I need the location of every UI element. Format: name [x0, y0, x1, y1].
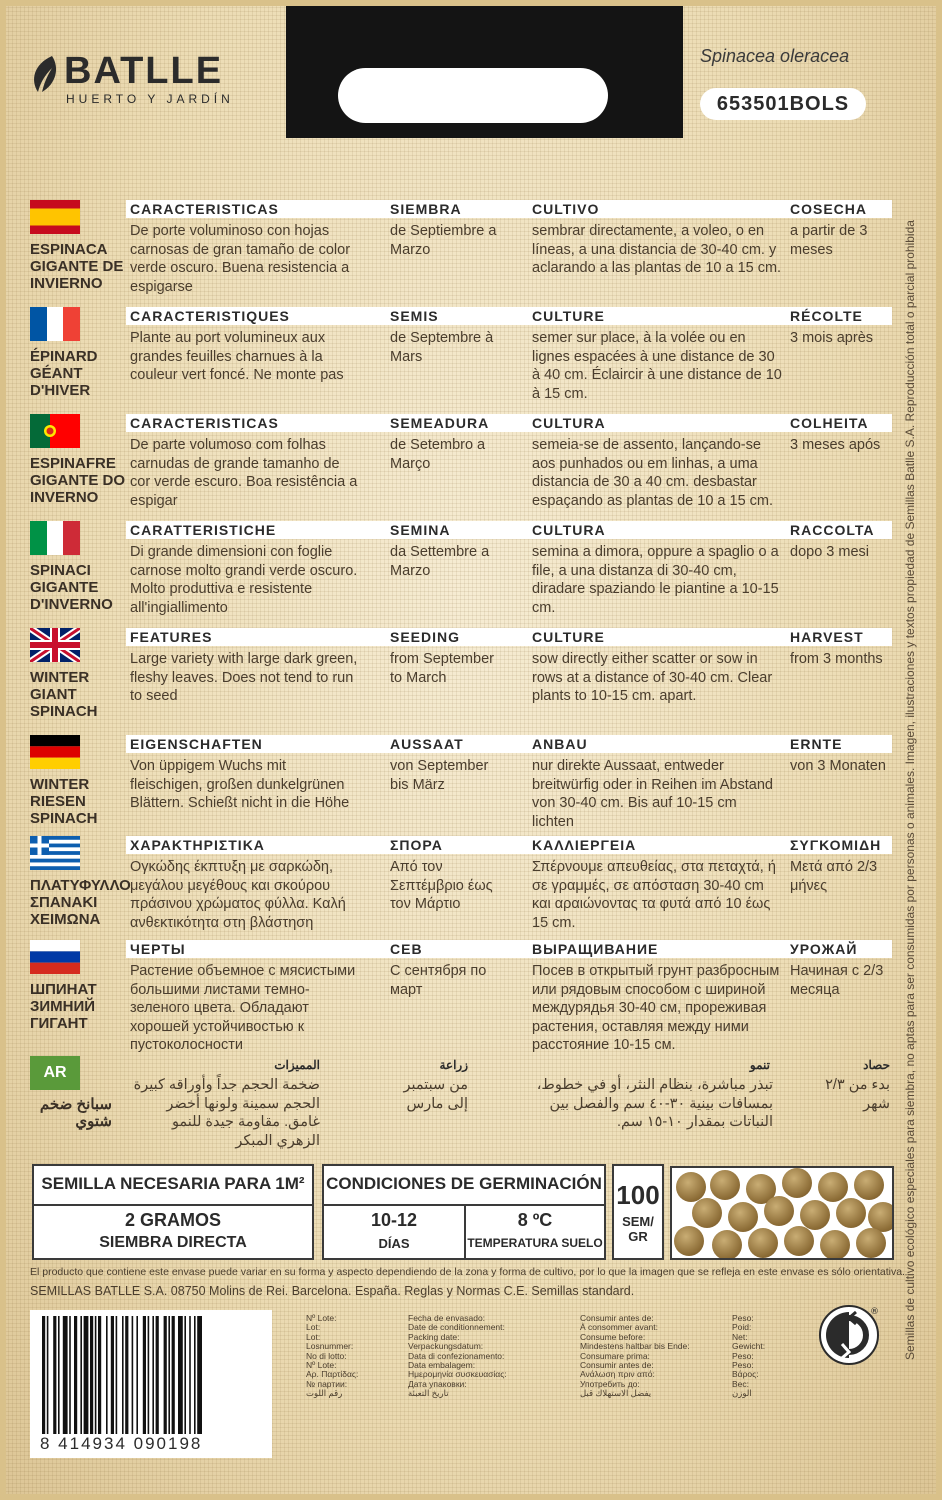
batch-info-label: Lot:	[306, 1331, 321, 1342]
arabic-variety: سبانخ ضخم شتوي	[39, 1096, 112, 1130]
seed	[782, 1168, 812, 1198]
seed	[710, 1170, 740, 1200]
culture-text: Σπέρνουμε απευθείας, στα πεταχτά, ή σε γραμμές, σε απόσταση 30-40 cm και αραιώνοντας τα φυτά από 10 έως 15 cm.	[532, 859, 776, 931]
sowing-text: de Septiembre a Marzo	[390, 223, 497, 258]
arabic-sowing-heading: زراعة	[439, 1058, 468, 1072]
variety-name: WINTER RIESEN SPINACH	[30, 776, 98, 827]
language-row-it	[30, 521, 892, 621]
features-heading: CARACTERISTIQUES	[130, 308, 290, 324]
barcode-bar	[122, 1316, 124, 1434]
culture-heading: ВЫРАЩИВАНИЕ	[532, 941, 659, 957]
batch-info-label: Вес:	[732, 1378, 750, 1389]
features-text: Ογκώδης έκπτυξη με σαρκώδη, μεγάλου μεγέθους και σκούρου πράσινου χρώματος φύλλα. Καλή ανθεκτικότητα στη βλάστηση	[130, 859, 346, 931]
batch-info-label: Poid:	[732, 1322, 752, 1333]
seed	[712, 1230, 742, 1260]
batch-info-label: Data embalagem:	[408, 1360, 476, 1371]
flag-ru-icon	[30, 940, 80, 974]
features-text: Di grande dimensioni con foglie carnose molto grandi verde oscuro. Molto produttiva e resistente all'ingiallimento	[130, 544, 358, 616]
features-heading: ЧЕРТЫ	[130, 941, 186, 957]
features-text: De parte volumoso com folhas carnudas de grande tamanho de cor verde escuro. Boa resistência a espigar	[130, 437, 358, 509]
barcode-bar	[53, 1316, 56, 1434]
variety-name: ESPINACA GIGANTE DE INVIERNO	[30, 241, 124, 292]
sowing-heading: SEMINA	[390, 522, 451, 538]
seeds-photo	[670, 1166, 894, 1260]
arabic-features: ضخمة الحجم جداً وأوراقه كبيرة الحجم سمينة ولونها أخضر غامق. مقاومة جيدة للنمو الزهري المبكر	[133, 1077, 320, 1149]
culture-text: sow directly either scatter or sow in rows at a distance of 30-40 cm. Clear plants to 10-15 cm. apart.	[532, 651, 773, 704]
flag-de-icon	[30, 735, 80, 769]
seed	[674, 1226, 704, 1256]
harvest-text: Начиная с 2/3 месяца	[790, 963, 884, 998]
barcode-bar	[111, 1316, 114, 1434]
language-row-gb	[30, 628, 892, 728]
barcode-bar	[69, 1316, 71, 1434]
seed	[818, 1172, 848, 1202]
features-heading: CARATTERISTICHE	[130, 522, 277, 538]
barcode-bar	[132, 1316, 134, 1434]
features-text: Растение объемное с мясистыми большими листами темно-зеленого цвета. Обладают хорошей устойчивостью к пустоколосности	[130, 963, 356, 1053]
heading-bar	[126, 940, 892, 958]
batch-info-label: Data di confezionamento:	[408, 1350, 505, 1361]
harvest-text: 3 mois après	[790, 330, 874, 346]
arabic-row	[30, 1056, 892, 1149]
batch-info-label: Fecha de envasado:	[408, 1313, 486, 1323]
sowing-heading: AUSSAAT	[390, 736, 464, 752]
batch-info-label: Mindestens haltbar bis Ende:	[580, 1341, 690, 1352]
seed	[764, 1196, 794, 1226]
germination-days: 10-12	[370, 1210, 418, 1230]
culture-text: semina a dimora, oppure a spaglio o a file, a una distanza di 30-40 cm, diradare spaziando le piantine a 10-15 cm.	[532, 544, 779, 616]
harvest-text: 3 meses após	[790, 437, 881, 453]
product-code: 653501BOLS	[700, 88, 866, 120]
sowing-heading: SEMEADURA	[390, 415, 490, 431]
germination-temp: 8 ºC	[517, 1210, 553, 1230]
sowing-text: de Septembre à Mars	[390, 330, 494, 365]
batch-info-label: Ημερομηνία συσκευασίας:	[408, 1369, 507, 1380]
language-row-fr	[30, 307, 892, 407]
hanger-hole	[338, 68, 608, 123]
batch-info-label: Consumir antes de:	[580, 1313, 654, 1323]
culture-heading: CULTURE	[532, 629, 605, 645]
culture-text: semer sur place, à la volée ou en lignes espacées à une distance de 30 à 40 cm. Éclaircir à une distance de 10 à 15 cm.	[532, 330, 782, 402]
batch-info-label: Ανάλωση πριν από:	[580, 1369, 655, 1380]
barcode-bar	[152, 1316, 154, 1434]
variety-name: ШПИНАТ ЗИМНИЙ ГИГАНТ	[30, 981, 97, 1032]
side-note: Semillas de cultivo ecológico especiales para siembra, no aptas para ser consumidas por personas o animales. Imagen, ilustraciones y textos propiedad de Semillas Batlle S.A. Reproducción total o parcial prohibida	[903, 220, 917, 1360]
barcode-bar	[148, 1316, 150, 1434]
sowing-text: da Settembre a Marzo	[390, 544, 490, 579]
seed	[692, 1198, 722, 1228]
language-row-de	[30, 735, 892, 835]
seed-need-box	[32, 1164, 314, 1260]
harvest-heading: COSECHA	[790, 201, 868, 217]
batch-info-label: Дата упаковки:	[408, 1378, 467, 1389]
sowing-heading: ΣΠΟΡΑ	[390, 837, 443, 853]
barcode-bar	[80, 1316, 82, 1434]
brand-tagline: HUERTO Y JARDÍN	[66, 92, 234, 106]
hanger-tab	[286, 6, 683, 138]
batch-info-label: À consommer avant:	[580, 1322, 658, 1333]
barcode-bar	[156, 1316, 159, 1434]
arabic-culture: تبذر مباشرة، بنظام النثر، أو في خطوط، بمسافات بينية ٣٠-٤٠ سم والفصل بين النباتات بمقدار ١٠-١٥ سم.	[536, 1077, 773, 1130]
barcode-bar	[74, 1316, 77, 1434]
batch-info-label: № партии:	[306, 1378, 348, 1389]
batch-info-label: Nº Lote:	[306, 1313, 337, 1323]
arabic-sowing: من سبتمبر إلى مارس	[403, 1077, 468, 1112]
seeds-per-gram-box	[612, 1164, 664, 1260]
language-row-ru	[30, 940, 892, 1053]
batch-info-label: الوزن	[732, 1388, 752, 1399]
barcode-bar	[197, 1316, 202, 1434]
harvest-text: dopo 3 mesi	[790, 544, 869, 560]
features-text: Von üppigem Wuchs mit fleischigen, großen dunkelgrünen Blättern. Schießt nicht in die Höhe	[130, 758, 350, 811]
flag-gb-icon	[30, 628, 80, 662]
germination-temp-label: TEMPERATURA SUELO	[467, 1236, 603, 1250]
harvest-text: a partir de 3 meses	[790, 223, 868, 258]
barcode-bar	[95, 1316, 97, 1434]
sowing-text: de Setembro a Março	[390, 437, 486, 472]
disclaimer: El producto que contiene este envase puede variar en su forma y aspecto dependiendo de la zona y forma de cultivo, por lo que la imagen que se refleja en este envase es sólo orientativa.	[30, 1266, 905, 1278]
sowing-text: С сентября по март	[390, 963, 487, 998]
variety-name: WINTER GIANT SPINACH	[30, 669, 98, 720]
sowing-text: from September to March	[390, 651, 494, 686]
heading-bar	[126, 628, 892, 646]
barcode-bar	[172, 1316, 175, 1434]
culture-text: sembrar directamente, a voleo, o en líneas, a una distancia de 30-40 cm. y aclarando a las plantas de 10 a 15 cm.	[532, 223, 782, 276]
barcode-box	[30, 1310, 272, 1458]
variety-name: ÉPINARD GÉANT D'HIVER	[30, 348, 98, 399]
flag-gr-icon	[30, 836, 80, 870]
seed	[748, 1228, 778, 1258]
barcode-bar	[143, 1316, 146, 1434]
variety-name: ΠΛΑΤΥΦΥΛΛΟ ΣΠΑΝΑΚΙ ΧΕΙΜΩΝΑ	[30, 877, 131, 928]
sowing-text: Από τον Σεπτέμβριο έως τον Μάρτιο	[390, 859, 493, 912]
batch-info-label: Αρ. Παρτίδας:	[306, 1369, 359, 1380]
batch-info-column	[732, 1314, 765, 1399]
seed	[784, 1226, 814, 1256]
barcode-bar	[125, 1316, 128, 1434]
sowing-heading: SEEDING	[390, 629, 461, 645]
batch-info-label: Consume before:	[580, 1331, 646, 1342]
batch-info-label: يفضل الاستهلاك قبل	[580, 1388, 652, 1399]
seeds-per-gram-value: 100	[616, 1180, 660, 1210]
arabic-harvest-heading: حصاد	[863, 1058, 890, 1072]
culture-heading: ANBAU	[532, 736, 588, 752]
barcode-bar	[136, 1316, 138, 1434]
batch-info-label: تاريخ التعبئة	[408, 1388, 449, 1399]
barcode-bar	[84, 1316, 89, 1434]
sowing-heading: SEMIS	[390, 308, 439, 324]
features-text: De porte voluminoso con hojas carnosas de gran tamaño de color verde oscuro. Buena resistencia a espigarse	[130, 223, 351, 295]
barcode-bar	[184, 1316, 186, 1434]
barcode-bar	[116, 1316, 118, 1434]
barcode-bar	[168, 1316, 170, 1434]
harvest-heading: УРОЖАЙ	[790, 941, 858, 957]
flag-es-icon	[30, 200, 80, 234]
germination-title: CONDICIONES DE GERMINACIÓN	[326, 1174, 602, 1193]
svg-text:®: ®	[870, 1307, 879, 1317]
arabic-harvest: بدء من ٢/٣ شهر	[825, 1077, 890, 1112]
harvest-heading: ΣΥΓΚΟΜΙΔΗ	[790, 837, 882, 853]
batch-info-label: Net:	[732, 1331, 748, 1342]
culture-text: semeia-se de assento, lançando-se aos punhados ou em linhas, a uma distancia de 30 a 40 cm. desbastar espaçando as plantas de 10 a 15 cm.	[532, 437, 774, 509]
flag-pt-icon	[30, 414, 80, 448]
brand-name: BATLLE	[64, 50, 224, 92]
harvest-heading: RÉCOLTE	[790, 308, 863, 324]
batch-info-label: Peso:	[732, 1313, 754, 1323]
batch-info-label: Verpackungsdatum:	[408, 1341, 484, 1352]
arabic-badge: AR	[30, 1056, 80, 1090]
harvest-heading: HARVEST	[790, 629, 864, 645]
variety-name: ESPINAFRE GIGANTE DO INVERNO	[30, 455, 126, 506]
sowing-heading: SIEMBRA	[390, 201, 462, 217]
harvest-text: von 3 Monaten	[790, 758, 886, 774]
features-heading: ΧΑΡΑΚΤΗΡΙΣΤΙΚΑ	[130, 837, 265, 853]
green-dot-recycle-icon	[818, 1304, 880, 1366]
seed	[728, 1202, 758, 1232]
seed	[856, 1228, 886, 1258]
barcode-bar	[189, 1316, 191, 1434]
harvest-heading: COLHEITA	[790, 415, 869, 431]
leaf-icon	[30, 54, 60, 94]
barcode-digits: 8 414934 090198	[40, 1434, 203, 1453]
batch-info-label: Nº Lote:	[306, 1360, 337, 1371]
variety-name: SPINACI GIGANTE D'INVERNO	[30, 562, 113, 613]
seed-need-method: SIEMBRA DIRECTA	[99, 1234, 247, 1251]
barcode-bar	[42, 1316, 45, 1434]
batch-info-label: Gewicht:	[732, 1341, 766, 1352]
batch-info-label: Употребить до:	[580, 1378, 640, 1389]
batch-info-label: Losnummer:	[306, 1341, 354, 1352]
species-name: Spinacea oleracea	[700, 46, 850, 66]
barcode-bar	[90, 1316, 93, 1434]
flag-it-icon	[30, 521, 80, 555]
features-text: Large variety with large dark green, fleshy leaves. Does not tend to run to seed	[130, 651, 358, 704]
barcode-bar	[98, 1316, 101, 1434]
flag-fr-icon	[30, 307, 80, 341]
culture-heading: CULTURA	[532, 415, 606, 431]
arabic-features-heading: المميزات	[274, 1058, 320, 1072]
features-heading: CARACTERISTICAS	[130, 201, 279, 217]
barcode-bar	[106, 1316, 108, 1434]
seed	[854, 1170, 884, 1200]
batch-info-column	[306, 1314, 358, 1399]
batch-info-label: رقم اللوت	[306, 1388, 343, 1399]
seed-need-title: SEMILLA NECESARIA PARA 1M²	[41, 1174, 305, 1193]
batch-info-label: Consumare prima:	[580, 1350, 650, 1361]
harvest-text: from 3 months	[790, 651, 883, 667]
sowing-heading: СЕВ	[390, 941, 423, 957]
batch-info-label: Peso:	[732, 1360, 754, 1371]
culture-text: Посев в открытый грунт разбросным или рядовым способом с шириной междурядья 30-40 см, прореживая растения, оставляя между ними расстояние 10-15 см.	[532, 963, 780, 1053]
batch-info-label: Packing date:	[408, 1331, 460, 1342]
barcode-bar	[178, 1316, 183, 1434]
language-row-gr	[30, 836, 892, 936]
batch-info-column	[408, 1314, 507, 1399]
features-text: Plante au port volumineux aux grandes feuilles charnues à la couleur vert foncé. Ne monte pas	[130, 330, 344, 383]
company-info: SEMILLAS BATLLE S.A. 08750 Molins de Rei. Barcelona. España. Reglas y Normas C.E. Semillas standard.	[30, 1284, 635, 1298]
batch-info-label: Βάρος:	[732, 1369, 759, 1380]
seeds-per-gram-unit: SEM/ GR	[622, 1214, 654, 1244]
culture-heading: ΚΑΛΛΙΕΡΓΕΙΑ	[532, 837, 637, 853]
sowing-text: von September bis März	[390, 758, 489, 793]
barcode	[38, 1316, 264, 1434]
features-heading: EIGENSCHAFTEN	[130, 736, 263, 752]
batch-info-column	[580, 1314, 690, 1399]
culture-heading: CULTURA	[532, 522, 606, 538]
language-row-pt	[30, 414, 892, 514]
batch-info-label: No di lotto:	[306, 1350, 347, 1361]
germination-days-label: DÍAS	[378, 1236, 410, 1251]
batch-info-label: Date de conditionnement:	[408, 1322, 505, 1333]
seed	[800, 1200, 830, 1230]
seed	[676, 1172, 706, 1202]
harvest-heading: ERNTE	[790, 736, 843, 752]
harvest-heading: RACCOLTA	[790, 522, 875, 538]
barcode-bar	[164, 1316, 167, 1434]
germination-box	[322, 1164, 606, 1260]
barcode-bar	[63, 1316, 68, 1434]
culture-heading: CULTIVO	[532, 201, 600, 217]
language-row-es	[30, 200, 892, 300]
batch-info-label: Peso:	[732, 1350, 754, 1361]
barcode-bar	[58, 1316, 60, 1434]
features-heading: CARACTERISTICAS	[130, 415, 279, 431]
culture-heading: CULTURE	[532, 308, 605, 324]
divider	[34, 1204, 312, 1206]
harvest-text: Μετά από 2/3 μήνες	[790, 859, 878, 894]
seed-need-amount: 2 GRAMOS	[124, 1210, 221, 1230]
features-heading: FEATURES	[130, 629, 213, 645]
arabic-culture-heading: تنمو	[749, 1058, 770, 1072]
batch-info-label: Lot:	[306, 1322, 321, 1333]
seed	[820, 1230, 850, 1260]
seed	[836, 1198, 866, 1228]
barcode-bar	[47, 1316, 49, 1434]
culture-text: nur direkte Aussaat, entweder breitwürfig oder in Reihen im Abstand von 30-40 cm. Bis auf 10-15 cm lichten	[532, 758, 773, 830]
barcode-bar	[194, 1316, 196, 1434]
batch-info-label: Consumir antes de:	[580, 1360, 654, 1371]
